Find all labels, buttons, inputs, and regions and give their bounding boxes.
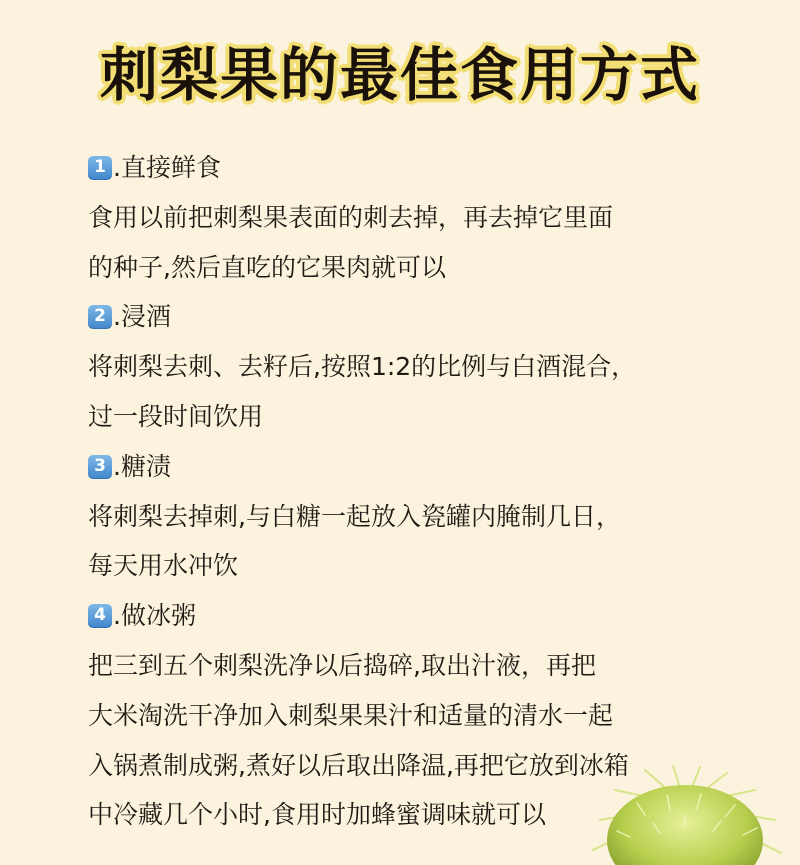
section-text-line: 每天用水冲饮 <box>88 551 239 581</box>
keycap-number-icon: 2 <box>88 305 112 329</box>
keycap-number-icon: 4 <box>88 604 112 628</box>
section-title: .浸酒 <box>113 302 171 332</box>
section-title: .直接鲜食 <box>113 153 221 182</box>
prickly-pear-fruit-illustration <box>585 765 785 865</box>
section-text-line: 将刺梨去掉刺,与白糖一起放入瓷罐内腌制几日， <box>88 501 621 531</box>
keycap-number-icon: 3 <box>88 455 112 479</box>
page-title: 刺梨果的最佳食用方式 <box>99 41 700 109</box>
section-heading-3 <box>88 442 728 492</box>
section-text-line: 把三到五个刺梨洗净以后捣碎,取出汁液，再把 <box>88 650 596 680</box>
section-text-line: 食用以前把刺梨果表面的刺去掉，再去掉它里面 <box>88 202 614 232</box>
section-text-line: 的种子,然后直吃的它果肉就可以 <box>88 252 446 282</box>
section-heading-4 <box>88 591 728 641</box>
keycap-number-icon: 1 <box>88 156 112 180</box>
section-text-line: 将刺梨去刺、去籽后,按照1:2的比例与白酒混合， <box>88 352 637 382</box>
content-list <box>88 143 728 840</box>
section-title: .糖渍 <box>113 451 171 481</box>
section-heading-1 <box>88 143 728 193</box>
section-heading-2 <box>88 292 728 342</box>
section-title: .做冰粥 <box>113 601 196 631</box>
section-text-line: 过一段时间饮用 <box>88 401 264 431</box>
section-text-line: 大米淘洗干净加入刺梨果果汁和适量的清水一起 <box>88 700 614 730</box>
section-text-line: 中冷藏几个小时,食用时加蜂蜜调味就可以 <box>88 800 546 830</box>
section-text-line: 入锅煮制成粥,煮好以后取出降温,再把它放到冰箱 <box>88 750 629 780</box>
